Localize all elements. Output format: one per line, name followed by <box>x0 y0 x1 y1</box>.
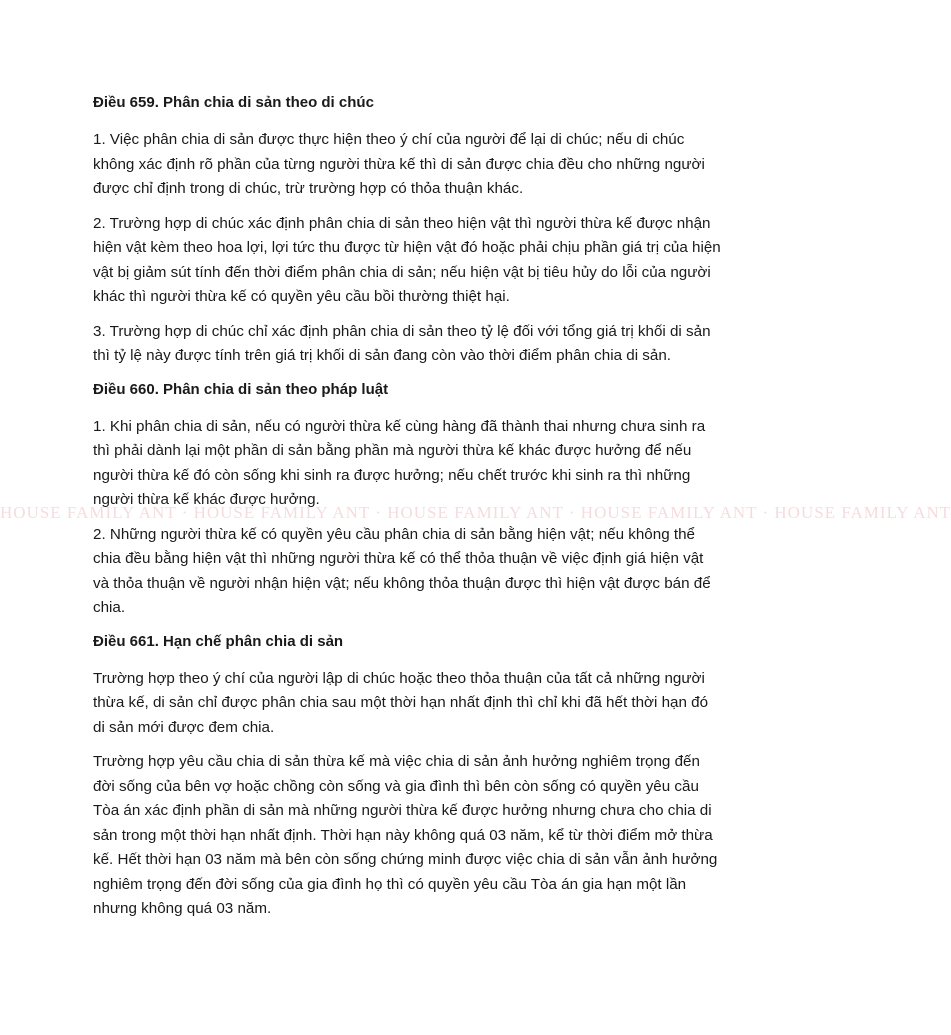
article-paragraph: Trường hợp yêu cầu chia di sản thừa kế mà việc chia di sản ảnh hưởng nghiêm trọng đến đời sống của bên vợ hoặc chồng còn sống và gia đình thì bên còn sống có quyền yêu cầu Tòa án xác định phần di sản mà những người thừa kế được hưởng nhưng chưa cho chia di sản trong một thời hạn nhất định. Thời hạn này không quá 03 năm, kể từ thời điểm mở thừa kế. Hết thời hạn 03 năm mà bên còn sống chứng minh được việc chia di sản vẫn ảnh hưởng nghiêm trọng đến đời sống của gia đình họ thì có quyền yêu cầu Tòa án gia hạn một lần nhưng không quá 03 năm. <box>93 753 718 917</box>
article-paragraph: 1. Việc phân chia di sản được thực hiện theo ý chí của người để lại di chúc; nếu di chúc không xác định rõ phần của từng người thừa kế thì di sản được chia đều cho những người được chỉ định trong di chúc, trừ trường hợp có thỏa thuận khác. <box>93 131 705 197</box>
article-paragraph: 1. Khi phân chia di sản, nếu có người thừa kế cùng hàng đã thành thai nhưng chưa sinh ra thì phải dành lại một phần di sản bằng phần mà người thừa kế khác được hưởng để nếu người thừa kế đó còn sống khi sinh ra được hưởng; nếu chết trước khi sinh ra thì những người thừa kế khác được hưởng. <box>93 417 706 508</box>
article-heading: Điều 661. Hạn chế phân chia di sản <box>93 632 344 650</box>
article-paragraph: 2. Trường hợp di chúc xác định phân chia di sản theo hiện vật thì người thừa kế được nhận hiện vật kèm theo hoa lợi, lợi tức thu được từ hiện vật đó hoặc phải chịu phần giá trị của hiện vật bị giảm sút tính đến thời điểm phân chia di sản; nếu hiện vật bị tiêu hủy do lỗi của người khác thì người thừa kế có quyền yêu cầu bồi thường thiệt hại. <box>93 214 721 305</box>
article-paragraph: 3. Trường hợp di chúc chỉ xác định phân chia di sản theo tỷ lệ đối với tổng giá trị khối di sản thì tỷ lệ này được tính trên giá trị khối di sản đang còn vào thời điểm phân chia di sản. <box>93 322 711 364</box>
article-paragraph: Trường hợp theo ý chí của người lập di chúc hoặc theo thỏa thuận của tất cả những người thừa kế, di sản chỉ được phân chia sau một thời hạn nhất định thì chỉ khi đã hết thời hạn đó di sản mới được đem chia. <box>93 669 709 736</box>
article-heading: Điều 660. Phân chia di sản theo pháp luật <box>93 380 389 398</box>
watermark: HOUSE FAMILY ANT · HOUSE FAMILY ANT · HOUSE FAMILY ANT · HOUSE FAMILY ANT · HOUSE FAMILY ANT <box>0 503 951 522</box>
article-660 <box>93 379 723 621</box>
article-659 <box>93 92 723 369</box>
document-page <box>93 92 723 932</box>
article-paragraph: 2. Những người thừa kế có quyền yêu cầu phân chia di sản bằng hiện vật; nếu không thể chia đều bằng hiện vật thì những người thừa kế có thể thỏa thuận về việc định giá hiện vật và thỏa thuận về người nhận hiện vật; nếu không thỏa thuận được thì hiện vật được bán để chia. <box>93 525 711 616</box>
article-heading: Điều 659. Phân chia di sản theo di chúc <box>93 94 374 111</box>
article-661 <box>93 631 723 922</box>
